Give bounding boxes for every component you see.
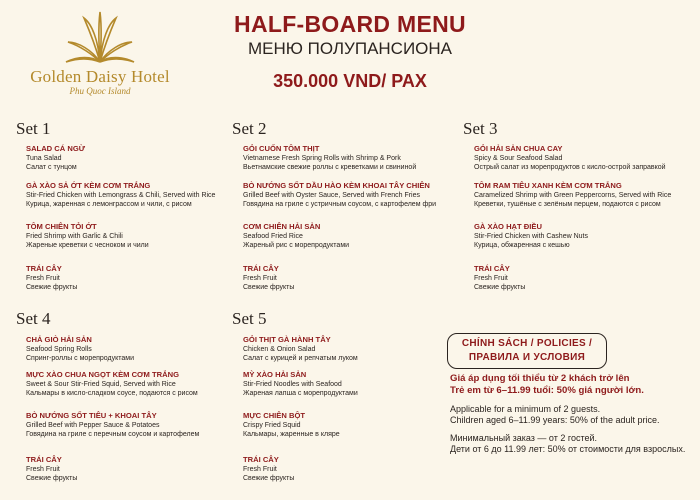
set-1-dish-3: [26, 222, 246, 250]
dish-name-ru: Свежие фрукты: [243, 284, 295, 291]
dish-name-en: Fresh Fruit: [474, 275, 508, 282]
set-4-dish-1: [26, 335, 246, 363]
set-5-dish-4: [243, 455, 463, 483]
set-1-title: Set 1: [16, 119, 51, 138]
policy-ru-line2: Дети от 6 до 11.99 лет: 50% от стоимости для взрослых.: [450, 444, 686, 454]
dish-name-vn: TRÁI CÂY: [243, 264, 279, 273]
set-3-dish-1: [474, 144, 694, 172]
dish-name-ru: Салат с курицей и репчатым луком: [243, 355, 358, 362]
set-4-dish-2: [26, 370, 246, 398]
dish-name-vn: GỎI HẢI SẢN CHUA CAY: [474, 144, 563, 153]
dish-name-en: Stir-Fried Chicken with Lemongrass & Chili, Served with Rice: [26, 192, 216, 199]
dish-name-vn: MỲ XÀO HẢI SẢN: [243, 370, 307, 379]
dish-name-ru: Свежие фрукты: [243, 475, 295, 482]
dish-name-en: Seafood Spring Rolls: [26, 346, 92, 353]
dish-name-ru: Кальмары, жаренные в кляре: [243, 431, 340, 438]
dish-name-vn: BÒ NƯỚNG SỐT DẦU HÀO KÈM KHOAI TÂY CHIÊN: [243, 181, 430, 190]
dish-name-ru: Курица, жаренная с лемонграссом и чили, с рисом: [26, 201, 192, 208]
dish-name-en: Chicken & Onion Salad: [243, 346, 316, 353]
dish-name-en: Spicy & Sour Seafood Salad: [474, 155, 563, 162]
dish-name-en: Tuna Salad: [26, 155, 62, 162]
set-2-dish-1: [243, 144, 463, 172]
dish-name-ru: Свежие фрукты: [26, 284, 78, 291]
set-4-title: Set 4: [16, 309, 51, 328]
daisy-flower-icon: [60, 8, 140, 68]
policy-details: [450, 373, 695, 455]
set-5-title: Set 5: [232, 309, 267, 328]
set-2-dish-4: [243, 264, 463, 292]
dish-name-ru: Жареная лапша с морепродуктами: [243, 390, 358, 397]
dish-name-vn: GỎI THỊT GÀ HÀNH TÂY: [243, 335, 331, 344]
set-1-dish-1: [26, 144, 246, 172]
dish-name-ru: Говядина на гриле с перечным соусом и картофелем: [26, 431, 200, 438]
dish-name-vn: MỰC CHIÊN BỘT: [243, 411, 305, 420]
policy-en-line2: Children aged 6–11.99 years: 50% of the adult price.: [450, 415, 660, 425]
dish-name-ru: Жареные креветки с чесноком и чили: [26, 242, 149, 249]
set-3-dish-3: [474, 222, 694, 250]
dish-name-en: Stir-Fried Noodles with Seafood: [243, 381, 342, 388]
dish-name-vn: GÀ XÀO HẠT ĐIỀU: [474, 222, 542, 231]
menu-header: [215, 10, 485, 93]
menu-title-ru: МЕНЮ ПОЛУПАНСИОНА: [247, 39, 453, 58]
dish-name-vn: GÀ XÀO SẢ ỚT KÈM CƠM TRẮNG: [26, 181, 151, 190]
dish-name-ru: Вьетнамские свежие роллы с креветками и свининой: [243, 164, 417, 171]
dish-name-en: Caramelized Shrimp with Green Peppercorns, Served with Rice: [474, 192, 672, 199]
set-1-dish-4: [26, 264, 246, 292]
dish-name-en: Fresh Fruit: [26, 275, 60, 282]
dish-name-en: Grilled Beef with Oyster Sauce, Served with French Fries: [243, 192, 421, 199]
policy-heading-line2: ПРАВИЛА И УСЛОВИЯ: [468, 352, 586, 363]
dish-name-en: Seafood Fried Rice: [243, 233, 303, 240]
policy-heading-box: [447, 333, 607, 369]
set-1-dish-2: [26, 181, 246, 209]
dish-name-vn: TÔM RAM TIÊU XANH KÈM CƠM TRẮNG: [474, 181, 622, 190]
policy-en-line1: Applicable for a minimum of 2 guests.: [450, 404, 601, 414]
dish-name-ru: Курица, обжаренная с кешью: [474, 242, 570, 249]
set-2-dish-2: [243, 181, 463, 209]
set-2-dish-3: [243, 222, 463, 250]
set-2-title: Set 2: [232, 119, 267, 138]
dish-name-vn: MỰC XÀO CHUA NGỌT KÈM CƠM TRẮNG: [26, 370, 179, 379]
set-5-dish-1: [243, 335, 463, 363]
dish-name-vn: TRÁI CÂY: [243, 455, 279, 464]
dish-name-en: Fresh Fruit: [243, 466, 277, 473]
dish-name-vn: BÒ NƯỚNG SỐT TIÊU + KHOAI TÂY: [26, 411, 157, 420]
policy-vn-line1: Giá áp dụng tối thiểu từ 2 khách trở lên: [450, 373, 630, 384]
dish-name-en: Grilled Beef with Pepper Sauce & Potatoes: [26, 422, 160, 429]
dish-name-vn: GỎI CUỐN TÔM THỊT: [243, 144, 320, 153]
dish-name-ru: Говядина на гриле с устричным соусом, с картофелем фри: [243, 201, 437, 208]
dish-name-en: Vietnamese Fresh Spring Rolls with Shrimp & Pork: [243, 155, 401, 162]
dish-name-ru: Креветки, тушёные с зелёным перцем, подаются с рисом: [474, 201, 661, 208]
dish-name-vn: TRÁI CÂY: [26, 455, 62, 464]
dish-name-ru: Острый салат из морепродуктов с кисло-острой заправкой: [474, 164, 666, 171]
dish-name-vn: SALAD CÁ NGỪ: [26, 144, 86, 153]
menu-title: HALF-BOARD MENU: [234, 11, 466, 37]
dish-name-vn: CHẢ GIÒ HẢI SẢN: [26, 335, 92, 344]
set-5-dish-2: [243, 370, 463, 398]
set-3-dish-2: [474, 181, 694, 209]
dish-name-ru: Салат с тунцом: [26, 164, 77, 171]
set-3-title: Set 3: [463, 119, 498, 138]
dish-name-vn: TÔM CHIÊN TỎI ỚT: [26, 222, 97, 231]
hotel-location: Phu Quoc Island: [69, 86, 131, 96]
hotel-logo: [10, 8, 190, 103]
set-5-dish-3: [243, 411, 463, 439]
set-4-dish-3: [26, 411, 246, 439]
dish-name-vn: CƠM CHIÊN HẢI SẢN: [243, 222, 321, 231]
dish-name-vn: TRÁI CÂY: [474, 264, 510, 273]
dish-name-en: Fresh Fruit: [26, 466, 60, 473]
dish-name-ru: Жареный рис с морепродуктами: [243, 242, 350, 249]
dish-name-ru: Спринг-роллы с морепродуктами: [26, 355, 135, 362]
dish-name-ru: Кальмары в кисло-сладком соусе, подаются с рисом: [26, 390, 198, 397]
dish-name-ru: Свежие фрукты: [26, 475, 78, 482]
dish-name-vn: TRÁI CÂY: [26, 264, 62, 273]
set-4-dish-4: [26, 455, 246, 483]
policy-ru-line1: Минимальный заказ — от 2 гостей.: [450, 433, 598, 443]
dish-name-en: Crispy Fried Squid: [243, 422, 301, 429]
set-3-dish-4: [474, 264, 694, 292]
policy-vn-line2: Trẻ em từ 6–11.99 tuổi: 50% giá người lớn.: [450, 385, 644, 396]
menu-price: 350.000 VND/ PAX: [273, 71, 427, 91]
dish-name-en: Fresh Fruit: [243, 275, 277, 282]
dish-name-en: Sweet & Sour Stir-Fried Squid, Served with Rice: [26, 381, 176, 388]
dish-name-en: Stir-Fried Chicken with Cashew Nuts: [474, 233, 588, 240]
hotel-name: Golden Daisy Hotel: [30, 67, 170, 86]
dish-name-en: Fried Shrimp with Garlic & Chili: [26, 233, 123, 240]
policy-heading-line1: CHÍNH SÁCH / POLICIES /: [461, 338, 593, 349]
dish-name-ru: Свежие фрукты: [474, 284, 526, 291]
